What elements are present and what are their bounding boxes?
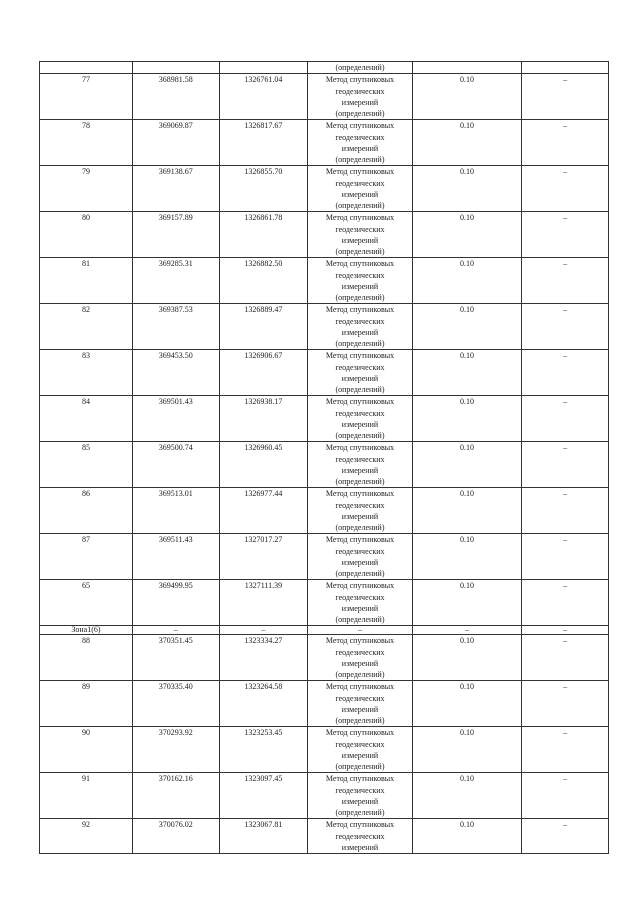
cell-point: 89 (40, 681, 133, 727)
cell-y: 1323253.45 (219, 727, 308, 773)
method-line: измерений (341, 796, 379, 806)
cell-point: 86 (40, 488, 133, 534)
method-line: геодезических (335, 362, 385, 372)
table-row (40, 74, 609, 120)
cell-y: 1326960.45 (219, 442, 308, 488)
cell-extra: – (522, 488, 609, 534)
cell-x: 369513.01 (132, 488, 219, 534)
cell-x: 370076.02 (132, 819, 219, 854)
cell-point: 82 (40, 304, 133, 350)
method-line: Метод спутниковых (325, 682, 395, 692)
cell-method (308, 396, 412, 442)
cell-extra: – (522, 212, 609, 258)
cell-y: 1326977.44 (219, 488, 308, 534)
method-line: геодезических (335, 316, 385, 326)
method-line: измерений (341, 373, 379, 383)
cell-x: 369453.50 (132, 350, 219, 396)
method-line: геодезических (335, 132, 385, 142)
cell-y: 1326906.67 (219, 350, 308, 396)
cell-point (40, 62, 133, 74)
table-row (40, 442, 609, 488)
cell-x: 370293.92 (132, 727, 219, 773)
method-line: измерений (341, 603, 379, 613)
method-line: Метод спутниковых (325, 443, 395, 453)
method-line: (определений) (335, 670, 385, 679)
cell-x: 370335.40 (132, 681, 219, 727)
method-line: геодезических (335, 739, 385, 749)
method-line: Метод спутниковых (325, 489, 395, 499)
method-line: (определений) (335, 385, 385, 394)
cell-x: 369499.95 (132, 580, 219, 626)
cell-extra (522, 62, 609, 74)
method-line: Метод спутниковых (325, 75, 395, 85)
method-line: (определений) (335, 339, 385, 348)
table-row (40, 120, 609, 166)
cell-point: 65 (40, 580, 133, 626)
cell-method (308, 120, 412, 166)
cell-point: 88 (40, 635, 133, 681)
cell-method (308, 212, 412, 258)
method-line: измерений (341, 704, 379, 714)
cell-x: 370162.16 (132, 773, 219, 819)
cell-x (132, 62, 219, 74)
method-line: измерений (341, 143, 379, 153)
method-line: измерений (341, 281, 379, 291)
cell-extra: – (522, 681, 609, 727)
method-line: геодезических (335, 592, 385, 602)
table-row (40, 681, 609, 727)
cell-point: 90 (40, 727, 133, 773)
table-row (40, 534, 609, 580)
cell-point: 91 (40, 773, 133, 819)
method-line: Метод спутниковых (325, 728, 395, 738)
method-line: Метод спутниковых (325, 774, 395, 784)
method-line: геодезических (335, 831, 385, 841)
cell-error: 0.10 (412, 773, 522, 819)
method-line: геодезических (335, 408, 385, 418)
cell-y: 1326938.17 (219, 396, 308, 442)
method-line: Метод спутниковых (325, 305, 395, 315)
method-line: (определений) (335, 155, 385, 164)
cell-error: 0.10 (412, 534, 522, 580)
cell-y: 1327111.39 (219, 580, 308, 626)
cell-point: 78 (40, 120, 133, 166)
cell-point: 87 (40, 534, 133, 580)
method-line: измерений (341, 557, 379, 567)
cell-y: 1326882.50 (219, 258, 308, 304)
cell-method (308, 442, 412, 488)
method-line: Метод спутниковых (325, 259, 395, 269)
cell-x: 369069.87 (132, 120, 219, 166)
method-line: (определений) (335, 523, 385, 532)
cell-method (308, 258, 412, 304)
method-line: Метод спутниковых (325, 397, 395, 407)
continued-row (40, 62, 609, 74)
cell-x: 369500.74 (132, 442, 219, 488)
cell-error: 0.10 (412, 819, 522, 854)
method-line: (определений) (335, 716, 385, 725)
cell-x: 369157.89 (132, 212, 219, 258)
cell-point: 81 (40, 258, 133, 304)
cell-extra: – (522, 442, 609, 488)
method-line: измерений (341, 97, 379, 107)
cell-point: 77 (40, 74, 133, 120)
method-line: Метод спутниковых (325, 213, 395, 223)
method-line: (определений) (335, 109, 385, 118)
cell-error: 0.10 (412, 488, 522, 534)
cell-x: – (132, 626, 219, 635)
cell-extra: – (522, 120, 609, 166)
method-line: геодезических (335, 785, 385, 795)
cell-error: 0.10 (412, 212, 522, 258)
method-line: (определений) (335, 808, 385, 817)
cell-method (308, 681, 412, 727)
cell-extra: – (522, 727, 609, 773)
method-line: геодезических (335, 693, 385, 703)
cell-y: 1326889.47 (219, 304, 308, 350)
cell-extra: – (522, 258, 609, 304)
method-line: (определений) (335, 477, 385, 486)
method-line: геодезических (335, 178, 385, 188)
method-line: измерений (341, 511, 379, 521)
method-line: геодезических (335, 500, 385, 510)
method-line: измерений (341, 189, 379, 199)
method-line: Метод спутниковых (325, 581, 395, 591)
method-line: геодезических (335, 224, 385, 234)
cell-y: 1326861.78 (219, 212, 308, 258)
method-line: измерений (341, 235, 379, 245)
method-line: геодезических (335, 86, 385, 96)
cell-extra: – (522, 626, 609, 635)
cell-error: 0.10 (412, 166, 522, 212)
coordinates-table (39, 61, 609, 854)
cell-x: 369387.53 (132, 304, 219, 350)
method-line: (определений) (335, 431, 385, 440)
table-row (40, 258, 609, 304)
cell-y: 1323264.58 (219, 681, 308, 727)
cell-point: 80 (40, 212, 133, 258)
cell-error: 0.10 (412, 350, 522, 396)
cell-error: 0.10 (412, 727, 522, 773)
method-line: геодезических (335, 454, 385, 464)
table-row (40, 773, 609, 819)
method-line: (определений) (335, 615, 385, 624)
cell-error: 0.10 (412, 74, 522, 120)
cell-method: – (308, 626, 412, 635)
table-row (40, 635, 609, 681)
cell-method (308, 488, 412, 534)
table-row (40, 166, 609, 212)
cell-method (308, 534, 412, 580)
cell-y: 1323097.45 (219, 773, 308, 819)
method-line: Метод спутниковых (325, 351, 395, 361)
method-line: измерений (341, 842, 379, 852)
cell-y: 1327017.27 (219, 534, 308, 580)
cell-error: – (412, 626, 522, 635)
cell-method (308, 580, 412, 626)
cell-y: 1326855.70 (219, 166, 308, 212)
cell-error: 0.10 (412, 442, 522, 488)
cell-x: 369501.43 (132, 396, 219, 442)
cell-y: – (219, 626, 308, 635)
method-line: (определений) (335, 247, 385, 256)
zone-row (40, 626, 609, 635)
cell-error: 0.10 (412, 396, 522, 442)
cell-extra: – (522, 304, 609, 350)
method-line: Метод спутниковых (325, 820, 395, 830)
cell-error: 0.10 (412, 681, 522, 727)
cell-extra: – (522, 534, 609, 580)
cell-extra: – (522, 580, 609, 626)
method-line: (определений) (335, 762, 385, 771)
cell-method (308, 819, 412, 854)
cell-error: 0.10 (412, 580, 522, 626)
cell-point: 79 (40, 166, 133, 212)
table-row (40, 304, 609, 350)
cell-point: 83 (40, 350, 133, 396)
cell-extra: – (522, 74, 609, 120)
method-line: Метод спутниковых (325, 167, 395, 177)
cell-x: 369138.67 (132, 166, 219, 212)
table-row (40, 727, 609, 773)
method-line: Метод спутниковых (325, 535, 395, 545)
table-row (40, 580, 609, 626)
cell-x: 368981.58 (132, 74, 219, 120)
cell-y: 1323334.27 (219, 635, 308, 681)
cell-error (412, 62, 522, 74)
cell-extra: – (522, 166, 609, 212)
table-row (40, 819, 609, 854)
method-line: Метод спутниковых (325, 636, 395, 646)
cell-method (308, 166, 412, 212)
method-line: геодезических (335, 546, 385, 556)
cell-extra: – (522, 819, 609, 854)
method-line: (определений) (335, 293, 385, 302)
cell-method: (определений) (308, 62, 412, 74)
table-row (40, 488, 609, 534)
cell-error: 0.10 (412, 120, 522, 166)
cell-method (308, 74, 412, 120)
cell-y: 1323067.81 (219, 819, 308, 854)
cell-method (308, 350, 412, 396)
cell-extra: – (522, 396, 609, 442)
method-line: измерений (341, 327, 379, 337)
cell-extra: – (522, 635, 609, 681)
cell-method (308, 773, 412, 819)
method-line: измерений (341, 750, 379, 760)
table-row (40, 350, 609, 396)
cell-extra: – (522, 350, 609, 396)
cell-extra: – (522, 773, 609, 819)
cell-y (219, 62, 308, 74)
cell-method (308, 635, 412, 681)
cell-error: 0.10 (412, 304, 522, 350)
cell-point: 85 (40, 442, 133, 488)
cell-point: 84 (40, 396, 133, 442)
zone-name: Зона1(6) (40, 626, 133, 635)
cell-point: 92 (40, 819, 133, 854)
cell-error: 0.10 (412, 258, 522, 304)
method-line: геодезических (335, 270, 385, 280)
table-row (40, 396, 609, 442)
cell-x: 369285.31 (132, 258, 219, 304)
method-line: измерений (341, 419, 379, 429)
method-line: измерений (341, 465, 379, 475)
cell-method (308, 304, 412, 350)
method-line: геодезических (335, 647, 385, 657)
cell-x: 369511.43 (132, 534, 219, 580)
table-row (40, 212, 609, 258)
cell-method (308, 727, 412, 773)
method-line: Метод спутниковых (325, 121, 395, 131)
method-line: (определений) (335, 569, 385, 578)
cell-y: 1326761.04 (219, 74, 308, 120)
method-line: измерений (341, 658, 379, 668)
cell-error: 0.10 (412, 635, 522, 681)
cell-x: 370351.45 (132, 635, 219, 681)
cell-y: 1326817.67 (219, 120, 308, 166)
method-line: (определений) (335, 201, 385, 210)
